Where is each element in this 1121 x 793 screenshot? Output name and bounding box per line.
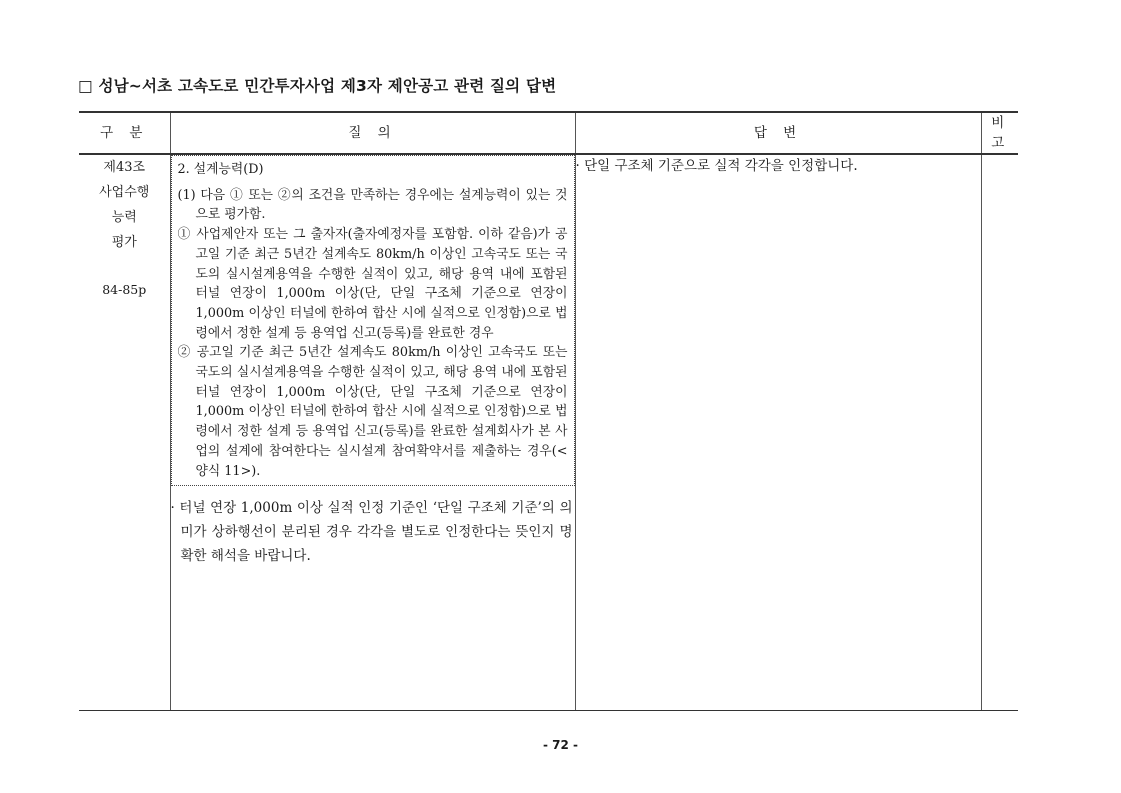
category-line: 평가 — [111, 235, 137, 250]
answer-cell — [575, 154, 981, 711]
header-note: 비 고 — [981, 112, 1018, 154]
table-row — [79, 154, 1018, 711]
table-header-row — [79, 112, 1018, 154]
clause-item: ① 사업제안자 또는 그 출자자(출자예정자를 포함함. 이하 같음)가 공고일 기준 최근 5년간 설계속도 80km/h 이상인 고속국도 또는 국도의 실시설계용역을 수행한 실적이 있고, 해당 용역 내에 포함된 터널 연장이 1,000m 이상(단, 단일 구조체 기준으로 연장이 1,000m 이상인 터널에 한하여 합산 시에 실적으로 인정함)으로 법령에서 정한 설계 등 용역업 신고(등록)를 완료한 경우 — [177, 227, 568, 341]
note-cell — [981, 154, 1018, 711]
page-reference: 84-85p — [102, 282, 147, 297]
question-text: · 터널 연장 1,000m 이상 실적 인정 기준인 ‘단일 구조체 기준’의 의미가 상하행선이 분리된 경우 각각을 별도로 인정한다는 뜻인지 명확한 해석을 바랍니다. — [170, 500, 573, 565]
page-title: □ 성남~서초 고속도로 민간투자사업 제3자 제안공고 관련 질의 답변 — [78, 77, 557, 95]
page-number: - 72 - — [542, 738, 578, 752]
category-line: 제43조 — [103, 160, 146, 175]
clause-item: (1) 다음 ① 또는 ②의 조건을 만족하는 경우에는 설계능력이 있는 것으로 평가함. — [177, 187, 568, 223]
qa-table — [79, 111, 1018, 711]
header-category: 구 분 — [79, 112, 170, 154]
header-answer: 답 변 — [575, 112, 981, 154]
category-line: 능력 — [111, 210, 137, 225]
answer-text: · 단일 구조체 기준으로 실적 각각을 인정합니다. — [575, 158, 858, 174]
quoted-clause-box — [171, 155, 575, 486]
question-cell — [170, 154, 575, 711]
category-line: 사업수행 — [99, 185, 150, 200]
header-question: 질 의 — [170, 112, 575, 154]
clause-heading: 2. 설계능력(D) — [177, 162, 264, 177]
clause-item: ② 공고일 기준 최근 5년간 설계속도 80km/h 이상인 고속국도 또는 국도의 실시설계용역을 수행한 실적이 있고, 해당 용역 내에 포함된 터널 연장이 1,000m 이상(단, 단일 구조체 기준으로 연장이 1,000m 이상인 터널에 한하여 합산 시에 실적으로 인정함)으로 법령에서 정한 설계 등 용역업 신고(등록)를 완료한 설계회사가 본 사업의 설계에 참여한다는 실시설계 참여확약서를 제출하는 경우(<양식 11>). — [177, 345, 568, 479]
category-cell — [79, 154, 170, 711]
